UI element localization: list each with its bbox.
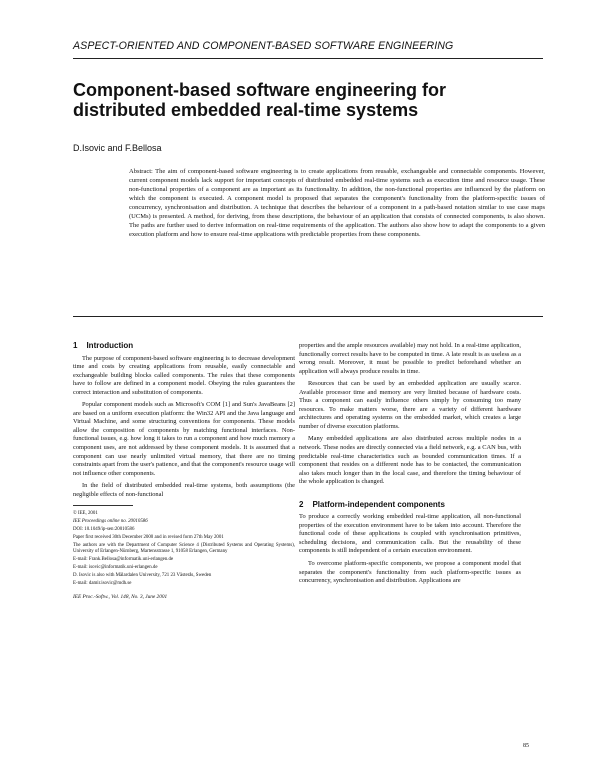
paragraph: properties and the ample resources available) may not hold. In a real-time application, functionally correct results have to be computed in time. A late result is as useless as a wrong result. Moreover, it must be possible to predict beforehand whether an application will always produce results in time.	[299, 342, 521, 375]
journal-footer: IEE Proc.-Softw., Vol. 148, No. 3, June 2001	[73, 593, 168, 600]
journal-section-label: ASPECT-ORIENTED AND COMPONENT-BASED SOFTWARE ENGINEERING	[73, 40, 454, 52]
doi-note: DOI: 10.1049/ip-sen:20010586	[73, 527, 135, 533]
paragraph: In the field of distributed embedded real-time systems, both assumptions (the negligible effects of non-functional	[73, 482, 295, 498]
section-heading-platform	[299, 501, 521, 510]
email-note: E-mail: damir.isovic@mdh.se	[73, 580, 132, 586]
title-line-1: Component-based software engineering for	[73, 80, 447, 100]
affiliation-note: D. Isovic is also with Mälardalen University, 721 23 Västerås, Sweden	[73, 572, 212, 578]
affiliation-note: The authors are with the Department of Computer Science 4 (Distributed Systems and Operating Systems), University of Erlangen-Nürnberg, Martensstrasse 1, 91058 Erlangen, Germany	[73, 542, 295, 554]
right-column	[299, 342, 521, 590]
header-rule	[73, 58, 543, 59]
left-column	[73, 342, 295, 601]
email-note: E-mail: Frank.Bellosa@informatik.uni-erlangen.de	[73, 556, 174, 562]
abstract: Abstract: The aim of component-based software engineering is to create applications from reusable, exchangeable and connectable components. However, current component models lack support for important concepts of distributed embedded real-time systems such as execution time and resource usage. These non-functional properties of a component are as important as its functionality. In addition, the non-functional properties are influenced by the platform on which the component is executed. A component model is proposed that separates the component's functionality from the platform-specific issues of concurrency, synchronisation and distribution. A technique that describes the behaviour of a component in a path-based notation similar to use case maps (UCMs) is presented. A method, for deriving, from these descriptions, the behaviour of an application that consists of connected components, is also shown. The paths are further used to derive information on real-time requirements of the application. The authors also show how to adapt the components to a given execution platform and how to ensure real-time applications with predictable properties from these components.	[129, 168, 545, 238]
received-note: Paper first received 30th December 2000 and in revised form 27th May 2001	[73, 534, 224, 540]
title-line-2: distributed embedded real-time systems	[73, 100, 419, 120]
footnotes	[73, 511, 295, 586]
paragraph: Resources that can be used by an embedded application are usually scarce. Available processor time and memory are very limited because of hardware costs. Thus a component can easily influence others simply by consuming too many resources. To make matters worse, there are a variety of different hardware architectures and operating systems on the embedded market, which creates a large number of diverse execution platforms.	[299, 380, 521, 430]
section-title: Introduction	[86, 341, 134, 350]
proceedings-note: IEE Proceedings online no. 20010586	[73, 519, 148, 525]
footnote-rule	[73, 505, 133, 506]
article-title	[73, 80, 553, 120]
paragraph: To produce a correctly working embedded real-time application, all non-functional properties of the execution environment have to be taken into account. Therefore the functional code of these applications is coupled with synchronisation primitives, scheduling decisions, and communication calls. But the reusability of these components is still independent of a certain execution environment.	[299, 513, 521, 555]
section-number: 2	[299, 499, 304, 509]
abstract-rule	[73, 316, 543, 317]
page-number: 85	[523, 743, 529, 749]
paragraph: Popular component models such as Microsoft's COM [1] and Sun's JavaBeans [2] are based on a uniform execution platform: the Win32 API and the Java language and Virtual Machine, and some structuring conventions for components. These models allow the composition of components by matching functional interfaces. Non-functional issues, e.g. how long it takes to run a component and how much memory a component uses, are not addressed by these component models. It is assumed that a component can use nearly unlimited virtual memory, that there are no timing constraints apart from the user's patience, and that the component's resource usage will not influence other components.	[73, 401, 295, 477]
paragraph: Many embedded applications are also distributed across multiple nodes in a network. These nodes are directly connected via a field network, e.g. a CAN bus, with predictable real-time characteristics such as bounded communication times. If a component that resides on a different node has to be contacted, the communication also takes much longer than in the local case, and therefore the timing behaviour of the whole application is changed.	[299, 435, 521, 486]
paragraph: The purpose of component-based software engineering is to decrease development time and costs by creating applications from reusable, easily connectable and exchangeable building blocks called components. The rules that these components have to follow are defined in a component model. Obeying the rules guarantees the correct interaction and substitution of components.	[73, 354, 295, 396]
email-note: E-mail: isovic@informatik.uni-erlangen.de	[73, 564, 158, 570]
section-heading-introduction	[73, 342, 295, 351]
paragraph: To overcome platform-specific components, we propose a component model that separates the component's functionality from such platform-specific issues as concurrency, synchronisation and distribution. Applications are	[299, 560, 521, 585]
section-number: 1	[73, 341, 78, 350]
section-title: Platform-independent components	[312, 499, 445, 509]
author-list: D.Isovic and F.Bellosa	[73, 143, 162, 153]
copyright-note: © IEE, 2001	[73, 511, 98, 517]
